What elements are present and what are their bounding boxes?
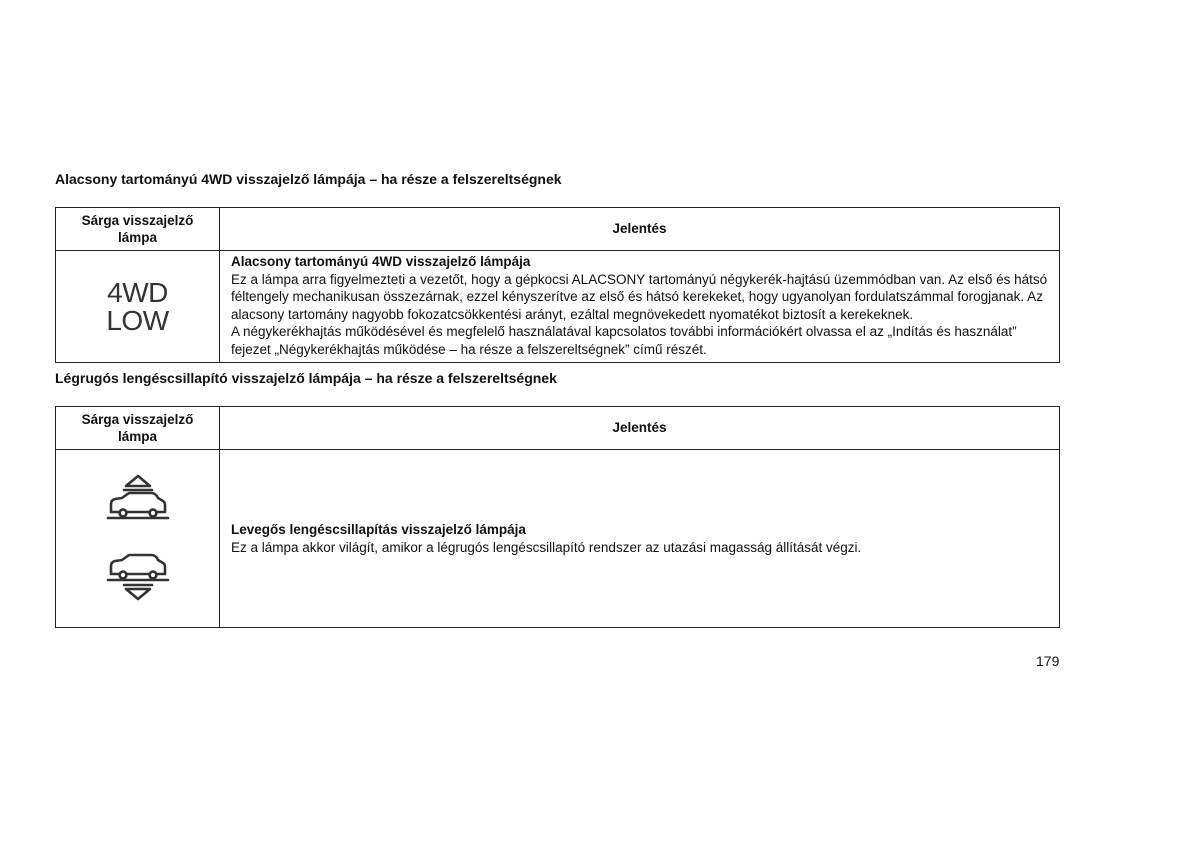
suspension-icons bbox=[98, 466, 178, 606]
icon-cell bbox=[56, 251, 220, 363]
section-heading-4wd-low: Alacsony tartományú 4WD visszajelző lámpája – ha része a felszereltségnek bbox=[55, 171, 562, 187]
icon-text-4wd: 4WD bbox=[107, 276, 168, 308]
description-title: Alacsony tartományú 4WD visszajelző lámpája bbox=[231, 254, 531, 269]
description-cell bbox=[220, 450, 1060, 628]
icon-text-low: LOW bbox=[106, 304, 169, 336]
description-paragraph: Ez a lámpa akkor világít, amikor a légrugós lengéscsillapító rendszer az utazási magasság állítását végzi. bbox=[231, 539, 862, 555]
icon-cell bbox=[56, 450, 220, 628]
warning-table-4wd-low bbox=[55, 207, 1060, 363]
4wd-low-icon bbox=[56, 276, 219, 336]
vehicle-raise-icon bbox=[108, 476, 168, 518]
column-header-lamp: Sárga visszajelző lámpa bbox=[56, 407, 220, 450]
description-title: Levegős lengéscsillapítás visszajelző lámpája bbox=[231, 522, 526, 537]
section-heading-air-suspension: Légrugós lengéscsillapító visszajelző lámpája – ha része a felszereltségnek bbox=[55, 370, 557, 386]
warning-table-air-suspension bbox=[55, 406, 1060, 628]
table-row bbox=[56, 450, 1060, 628]
description-paragraph: A négykerékhajtás működésével és megfelelő használatával kapcsolatos további információkért olvassa el az „Indítás és használat” fejezet „Négykerékhajtás működése – ha része a felszereltségnek” című részét. bbox=[231, 324, 1017, 357]
column-header-lamp: Sárga visszajelző lámpa bbox=[56, 208, 220, 251]
vehicle-lower-icon bbox=[108, 555, 168, 599]
table-row bbox=[56, 251, 1060, 363]
table-header-row bbox=[56, 407, 1060, 450]
description-paragraph: Ez a lámpa arra figyelmezteti a vezetőt, hogy a gépkocsi ALACSONY tartományú négykerék-hajtású üzemmódban van. Az első és hátsó féltengely mechanikusan összezárnak, ezzel kényszerítve az első és hátsó kerekeket, hogy ugyanolyan fordulatszámmal forogjanak. Az alacsony tartomány nagyobb fokozatcsökkentési arányt, ezáltal megnövekedett nyomatékot biztosít a kerekeknek. bbox=[231, 271, 1048, 322]
description-cell bbox=[220, 251, 1060, 363]
column-header-meaning: Jelentés bbox=[220, 407, 1060, 450]
table-header-row bbox=[56, 208, 1060, 251]
column-header-meaning: Jelentés bbox=[220, 208, 1060, 251]
page-number: 179 bbox=[1036, 653, 1060, 669]
